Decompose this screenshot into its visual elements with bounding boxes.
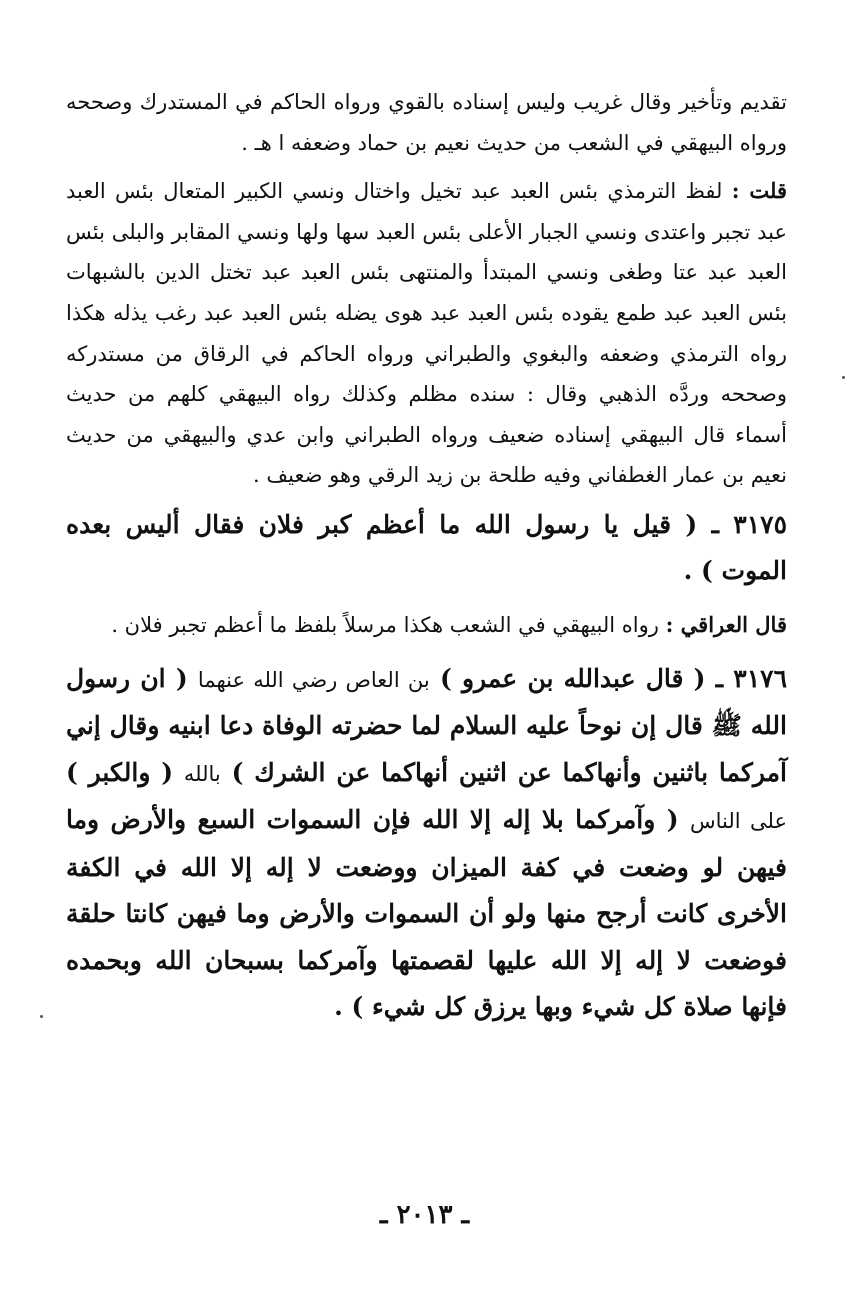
paragraph-text: لفظ الترمذي بئس العبد عبد تخيل واختال ونسي الكبير المتعال بئس العبد عبد تجبر واعتدى ونسي الجبار الأعلى بئس العبد سها ولها ونسي المقابر والبلى بئس العبد عبد عتا وطغى ونسي المبتدأ والمنتهى بئس العبد عبد تختل الدين بالشبهات بئس العبد عبد طمع يقوده بئس العبد عبد هوى يضله بئس العبد عبد رغب يذله هكذا رواه الترمذي وضعفه والبغوي والطبراني ورواه الحاكم في الرقاق من مستدركه وصححه وردَّه الذهبي وقال : سنده مظلم وكذلك رواه البيهقي كلهم من حديث أسماء قال البيهقي إسناده ضعيف ورواه الطبراني وابن عدي والبيهقي من حديث نعيم بن عمار الغطفاني وفيه طلحة بن زيد الرقي وهو ضعيف . (66, 179, 787, 488)
hadith-3175 (66, 502, 787, 595)
hadith-text: ٣١٧٥ ـ ( قيل يا رسول الله ما أعظم كبر فلان فقال أليس بعده الموت ) . (66, 509, 787, 586)
hadith-gloss: بن العاص رضي الله عنهما (197, 667, 430, 692)
paragraph-commentary (66, 171, 787, 496)
hadith-text: ( وآمركما بلا إله إلا الله فإن السموات السبع والأرض وما فيهن لو وضعت في كفة الميزان ووضعت لا إله إلا الله في الكفة الأخرى كانت أرجح منها ولو أن السموات والأرض وما فيهن كانتا حلقة فوضعت لا إله إلا الله عليها لقصمتها وآمركما بسبحان الله وبحمده فإنها صلاة كل شيء وبها يرزق كل شيء ) . (66, 805, 787, 1022)
hadith-narrator: ٣١٧٦ ـ ( قال عبدالله بن عمرو ) (439, 663, 787, 693)
hadith-gloss: بالله (183, 761, 221, 786)
paragraph-text: رواه البيهقي في الشعب هكذا مرسلاً بلفظ ما أعظم تجبر فلان . (111, 612, 659, 637)
paragraph-iraqi-note (66, 605, 787, 646)
page-number: ـ ٢٠١٣ ـ (379, 1200, 470, 1230)
paragraph-text: تقديم وتأخير وقال غريب وليس إسناده بالقوي ورواه الحاكم في المستدرك وصححه ورواه البيهقي في الشعب من حديث نعيم بن حماد وضعفه ا هـ . (66, 90, 787, 155)
margin-mark (40, 1015, 43, 1018)
paragraph-continuation (66, 82, 787, 163)
hadith-text: ( ان رسول الله ﷺ قال إن نوحاً عليه السلام لما حضرته الوفاة دعا ابنيه وقال إني آمركما باثنين وأنهاكما عن اثنين أنهاكما عن الشرك ) (66, 663, 787, 787)
hadith-gloss: على الناس (690, 809, 788, 834)
iraqi-label: قال العراقي : (665, 611, 787, 637)
margin-mark (842, 376, 845, 379)
hadith-3176 (66, 656, 787, 1031)
hadith-text: ( والكبر ) (66, 757, 174, 787)
commentary-label: قلت : (731, 178, 787, 204)
